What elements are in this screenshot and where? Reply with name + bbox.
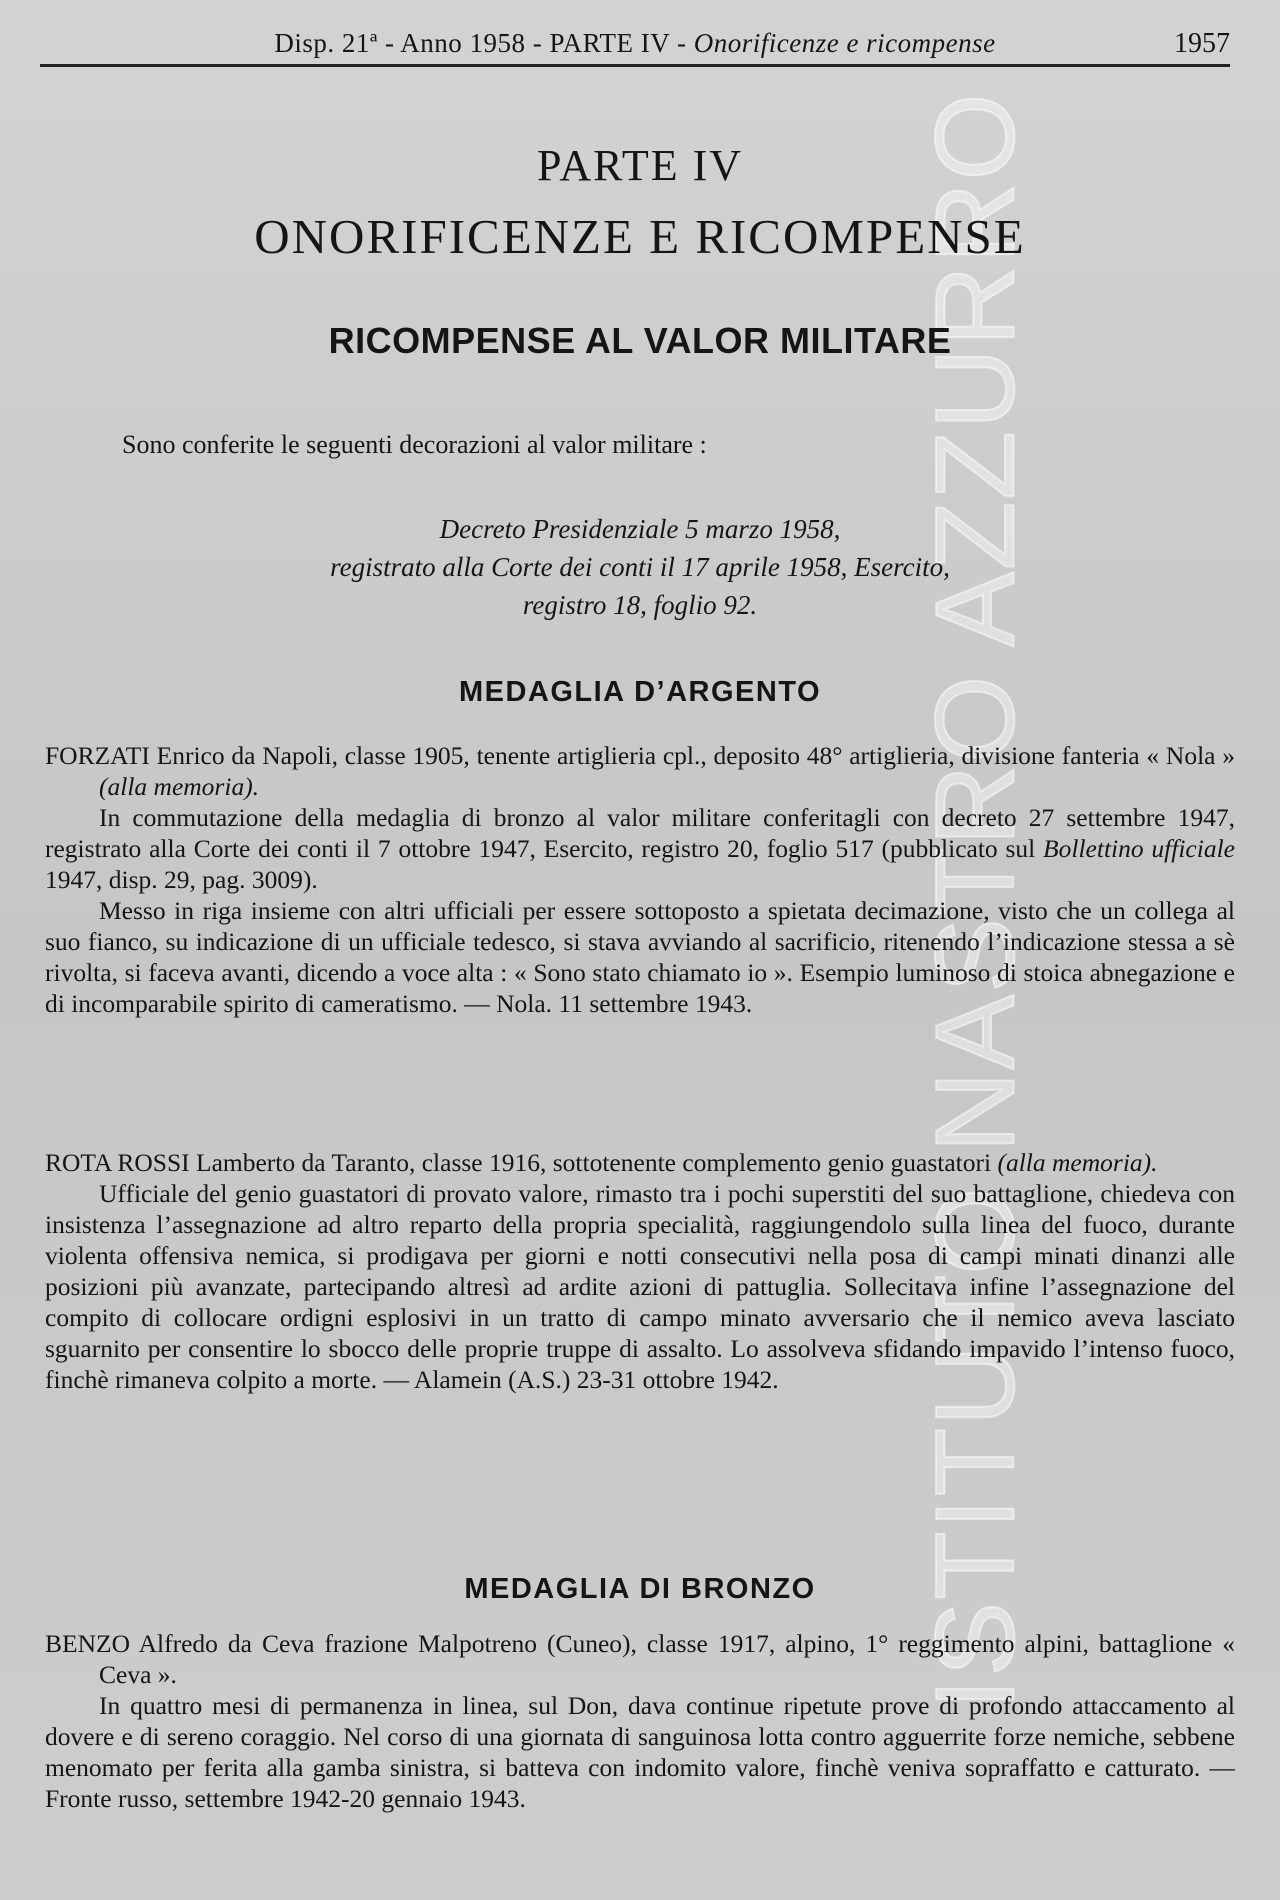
entry-details: Alfredo da Ceva frazione Malpotreno (Cuneo), classe 1917, alpino, 1° reggimento alpini, battaglione « Ceva ». [99, 1629, 1235, 1689]
entry-header [45, 740, 1235, 802]
entry-memoria: (alla memoria). [99, 772, 260, 801]
entry-name: ROTA ROSSI [45, 1148, 190, 1177]
medal-heading-bronze: MEDAGLIA DI BRONZO [464, 1573, 816, 1605]
running-head-issue: Disp. 21ª - Anno 1958 - [274, 28, 550, 58]
decree-line-3: registro 18, foglio 92. [522, 590, 758, 620]
bulletin-title: Bollettino ufficiale [1043, 834, 1235, 863]
commutation-ref: 1947, disp. 29, pag. 3009). [45, 865, 318, 894]
entry-details: Enrico da Napoli, classe 1905, tenente artiglieria cpl., deposito 48° artiglieria, divisione fanteria « Nola » [149, 741, 1235, 770]
entry-motivation: In quattro mesi di permanenza in linea, sul Don, dava continue ripetute prove di profondo attaccamento al dovere e di sereno coraggio. Nel corso di una giornata di sanguinosa lotta contro agguerrite forze nemiche, sebbene menomato per ferita alla gamba sinistra, si batteva con indomito valore, finchè veniva sopraffatto e catturato. — Fronte russo, settembre 1942-20 gennaio 1943. [45, 1691, 1235, 1813]
running-head-title [40, 28, 1230, 59]
running-head [40, 28, 1230, 67]
decree-line-1: Decreto Presidenziale 5 marzo 1958, [439, 514, 841, 544]
entry-motivation: Messo in riga insieme con altri ufficiali per essere sottoposto a spietata decimazione, visto che un collega al suo fianco, su indicazione di un ufficiale tedesco, si stava avviando al sacrificio, ritenendo l’indicazione stessa a sè rivolta, si faceva avanti, dicendo a voce alta : « Sono stato chiamato io ». Esempio luminoso di stoica abnegazione e di incomparabile spirito di cameratismo. — Nola. 11 settembre 1943. [45, 896, 1235, 1018]
entry-motivation: Ufficiale del genio guastatori di provato valore, rimasto tra i pochi superstiti del suo battaglione, chiedeva con insistenza l’assegnazione ad altro reparto della propria specialità, raggiungendolo sulla linea del fuoco, durante violenta offensiva nemica, si prodigava per giorni e notti consecutivi nella posa di campi minati dinanzi alle posizioni più avanzate, partecipando altresì ad ardite azioni di pattuglia. Sollecitava infine l’assegnazione del compito di collocare ordigni esplosivi in un tratto di campo minato avversario che il nemico aveva lasciato sguarnito per consentire lo sbocco delle proprie truppe di assalto. Lo assolveva sfidando impavido l’intenso fuoco, finchè rimaneva colpito a morte. — Alamein (A.S.) 23-31 ottobre 1942. [45, 1179, 1235, 1394]
entry-forzati [45, 740, 1235, 1019]
entry-commutation [45, 802, 1235, 895]
running-head-part: PARTE IV [549, 28, 670, 58]
entry-header [45, 1628, 1235, 1690]
entry-name: FORZATI [45, 741, 150, 770]
running-head-section: Onorificenze e ricompense [693, 28, 996, 58]
commutation-text: In commutazione della medaglia di bronzo al valor militare conferitagli con decreto 27 settembre 1947, registrato alla Corte dei conti il 7 ottobre 1947, Esercito, registro 20, foglio 517 (pubblicato sul [45, 803, 1235, 863]
entry-rota-rossi [45, 1147, 1235, 1395]
entry-name: BENZO [45, 1629, 130, 1658]
decree-reference [0, 510, 1280, 624]
decree-line-2: registrato alla Corte dei conti il 17 aprile 1958, Esercito, [330, 552, 950, 582]
entry-benzo [45, 1628, 1235, 1814]
watermark-text: ISTITUTO NASTRO AZZURRO [912, 90, 1038, 1710]
part-title: ONORIFICENZE E RICOMPENSE [254, 209, 1026, 264]
page-number: 1957 [1174, 28, 1230, 59]
section-title: RICOMPENSE AL VALOR MILITARE [328, 320, 952, 361]
intro-text: Sono conferite le seguenti decorazioni al valor militare : [122, 430, 707, 459]
entry-header [45, 1147, 1235, 1178]
entry-details: Lamberto da Taranto, classe 1916, sottotenente complemento genio guastatori [189, 1148, 998, 1177]
entry-memoria: (alla memoria). [997, 1148, 1158, 1177]
running-head-sep: - [669, 28, 694, 58]
medal-heading-silver: MEDAGLIA D’ARGENTO [458, 676, 822, 708]
part-label: PARTE IV [536, 141, 744, 190]
